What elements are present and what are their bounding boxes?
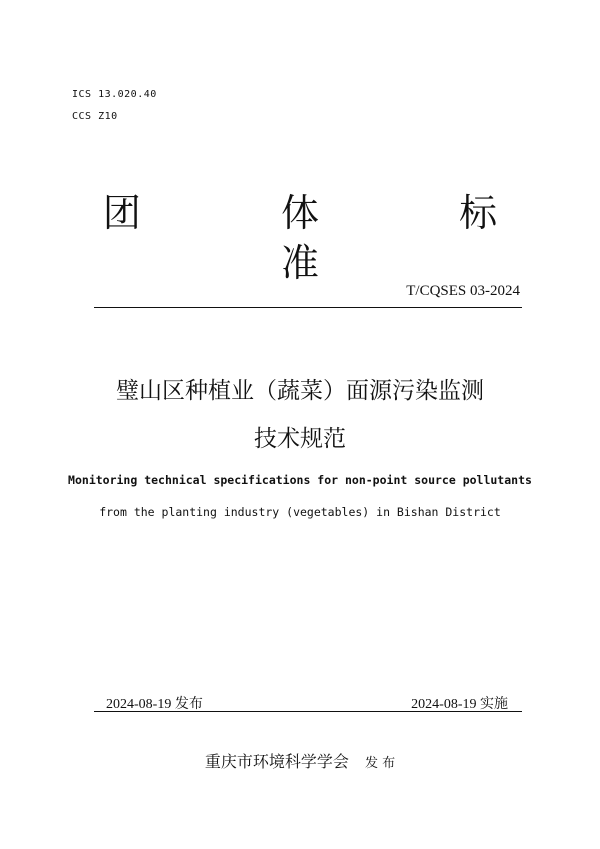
publisher-action: 发 布	[364, 756, 396, 771]
issue-date: 2024-08-19 发布	[106, 697, 203, 712]
standard-type-heading: 团 体 标 准	[102, 191, 562, 285]
ics-code: ICS 13.020.40	[72, 89, 157, 100]
publisher-name: 重庆市环境科学学会	[204, 752, 349, 771]
english-title-line-1: Monitoring technical specifications for non-point source pollutants	[68, 473, 532, 487]
publisher-block	[0, 751, 600, 775]
standard-number: T/CQSES 03-2024	[406, 283, 520, 299]
top-divider	[94, 307, 522, 308]
bottom-divider	[94, 711, 522, 712]
english-title-line-2: from the planting industry (vegetables) in Bishan District	[99, 505, 501, 519]
implementation-date: 2024-08-19 实施	[411, 697, 508, 712]
chinese-title-line-1: 璧山区种植业（蔬菜）面源污染监测	[116, 378, 484, 404]
ccs-code: CCS Z10	[72, 111, 118, 122]
chinese-title-line-2: 技术规范	[254, 426, 346, 452]
